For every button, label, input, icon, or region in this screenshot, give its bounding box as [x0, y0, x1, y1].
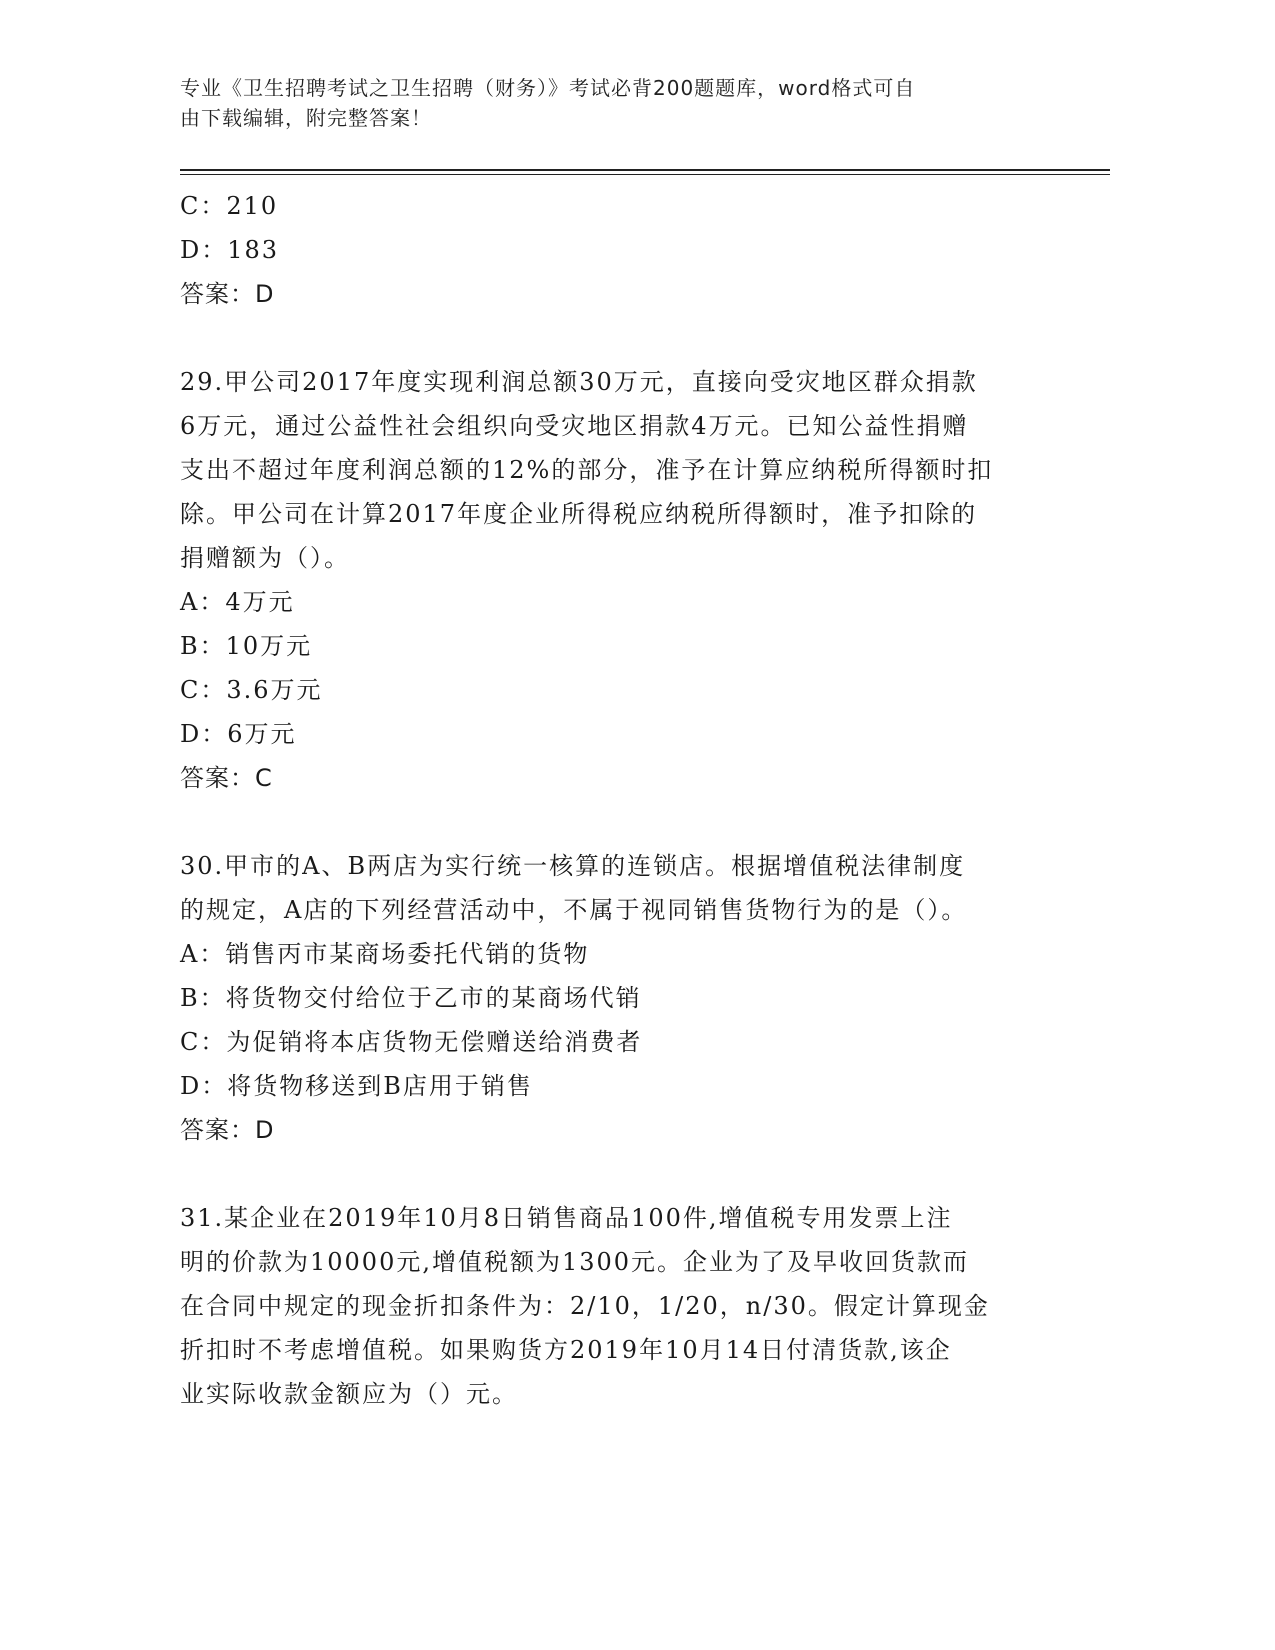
option-d: D：6万元 — [180, 720, 297, 748]
stem-line: 30.甲市的A、B两店为实行统一核算的连锁店。根据增值税法律制度 — [180, 852, 966, 880]
option-d: D：183 — [180, 236, 280, 264]
option-a: A：销售丙市某商场委托代销的货物 — [180, 940, 590, 968]
question-stem — [180, 360, 1060, 580]
question-31 — [180, 1196, 1060, 1416]
question-spacer — [180, 1152, 1060, 1196]
question-stem — [180, 844, 1060, 932]
document-body — [180, 184, 1060, 1416]
option-c: C：为促销将本店货物无偿赠送给消费者 — [180, 1028, 643, 1056]
stem-line: 明的价款为10000元,增值税额为1300元。企业为了及早收回货款而 — [180, 1248, 970, 1276]
stem-line: 31.某企业在2019年10月8日销售商品100件,增值税专用发票上注 — [180, 1204, 953, 1232]
question-stem — [180, 1196, 1060, 1416]
option-d: D：将货物移送到B店用于销售 — [180, 1072, 533, 1100]
stem-line: 6万元，通过公益性社会组织向受灾地区捐款4万元。已知公益性捐赠 — [180, 412, 969, 440]
option-b: B：10万元 — [180, 632, 313, 660]
question-30 — [180, 844, 1060, 1152]
answer-line: 答案：D — [180, 280, 275, 308]
stem-line: 29.甲公司2017年度实现利润总额30万元，直接向受灾地区群众捐款 — [180, 368, 978, 396]
question-28-tail — [180, 184, 1060, 316]
stem-line: 在合同中规定的现金折扣条件为：2/10，1/20，n/30。假定计算现金 — [180, 1292, 990, 1320]
question-spacer — [180, 800, 1060, 844]
answer-line: 答案：C — [180, 764, 273, 792]
stem-line: 捐赠额为（）。 — [180, 544, 350, 572]
header-line-2: 由下载编辑，附完整答案！ — [180, 106, 432, 130]
option-a: A：4万元 — [180, 588, 295, 616]
stem-line: 支出不超过年度利润总额的12%的部分，准予在计算应纳税所得额时扣 — [180, 456, 994, 484]
header-divider-thick — [180, 169, 1110, 171]
stem-line: 业实际收款金额应为（）元。 — [180, 1380, 518, 1408]
answer-line: 答案：D — [180, 1116, 275, 1144]
option-b: B：将货物交付给位于乙市的某商场代销 — [180, 984, 642, 1012]
option-c: C：3.6万元 — [180, 676, 323, 704]
document-header — [180, 73, 1030, 133]
question-29 — [180, 360, 1060, 800]
header-divider-thin — [180, 174, 1110, 175]
stem-line: 折扣时不考虑增值税。如果购货方2019年10月14日付清货款,该企 — [180, 1336, 952, 1364]
option-c: C：210 — [180, 192, 279, 220]
stem-line: 除。甲公司在计算2017年度企业所得税应纳税所得额时，准予扣除的 — [180, 500, 978, 528]
question-spacer — [180, 316, 1060, 360]
header-line-1: 专业《卫生招聘考试之卫生招聘（财务）》考试必背200题题库，word格式可自 — [180, 76, 916, 100]
stem-line: 的规定，A店的下列经营活动中，不属于视同销售货物行为的是（）。 — [180, 896, 968, 924]
